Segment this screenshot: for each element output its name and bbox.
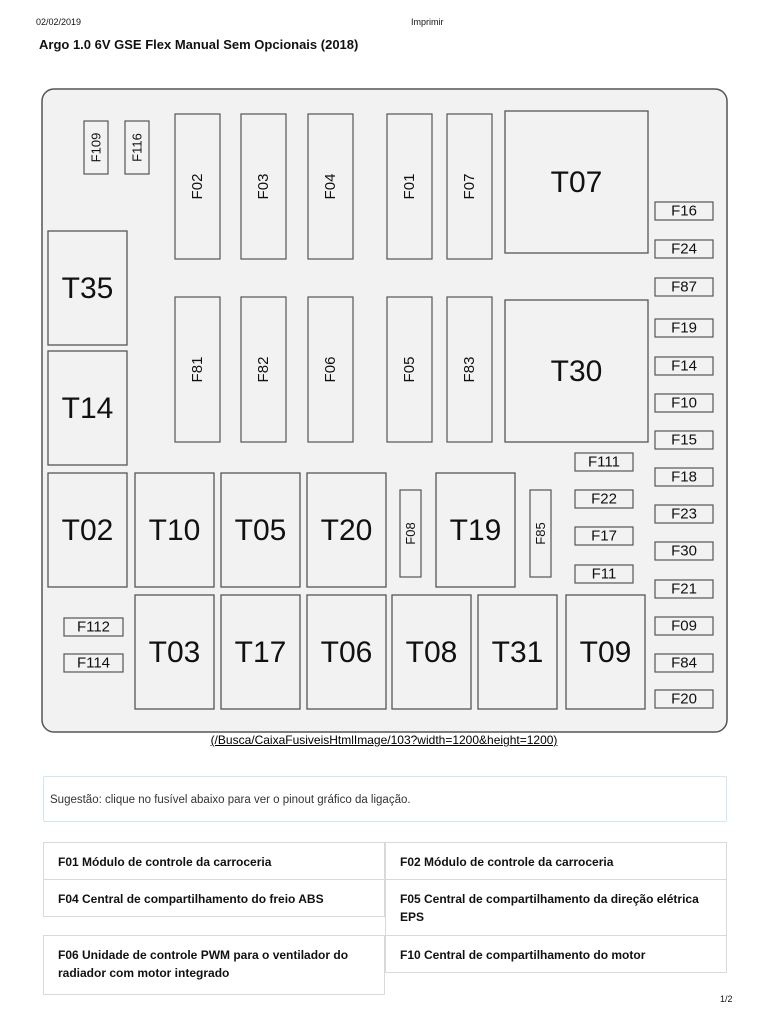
relay-t14[interactable] bbox=[48, 351, 127, 465]
relay-t06[interactable] bbox=[307, 595, 386, 709]
fuse-f01[interactable] bbox=[387, 114, 432, 259]
relay-t09[interactable] bbox=[566, 595, 645, 709]
image-link[interactable]: (/Busca/CaixaFusiveisHtmlImage/103?width=1200&height=1200) bbox=[210, 733, 558, 747]
fuse-f11[interactable] bbox=[575, 565, 633, 583]
fuse-f20[interactable] bbox=[655, 690, 713, 708]
fuse-label: F06 bbox=[322, 356, 339, 383]
fuse-f10[interactable] bbox=[655, 394, 713, 412]
suggestion-box bbox=[43, 776, 727, 822]
fuse-f84[interactable] bbox=[655, 654, 713, 672]
fuse-f24[interactable] bbox=[655, 240, 713, 258]
fuse-label: F114 bbox=[76, 654, 111, 672]
fuse-label: F85 bbox=[533, 522, 548, 545]
fuse-f85[interactable] bbox=[530, 490, 551, 577]
fuse-f15[interactable] bbox=[655, 431, 713, 449]
fuse-label: F17 bbox=[591, 527, 617, 545]
relay-t10[interactable] bbox=[135, 473, 214, 587]
fuse-label: F19 bbox=[671, 319, 697, 337]
relay-label: T08 bbox=[405, 636, 458, 669]
fuse-f02[interactable] bbox=[175, 114, 220, 259]
fuse-label: F18 bbox=[671, 468, 697, 486]
relay-label: T07 bbox=[550, 166, 603, 199]
fuse-f83[interactable] bbox=[447, 297, 492, 442]
relay-label: T31 bbox=[491, 636, 544, 669]
relay-label: T35 bbox=[61, 272, 114, 305]
fuse-label: F03 bbox=[255, 173, 272, 200]
relay-t07[interactable] bbox=[505, 111, 648, 253]
fuse-label: F82 bbox=[255, 356, 272, 383]
relay-label: T05 bbox=[234, 514, 287, 547]
relay-label: T10 bbox=[148, 514, 201, 547]
relay-t08[interactable] bbox=[392, 595, 471, 709]
fuse-label: F09 bbox=[671, 617, 697, 635]
relay-label: T02 bbox=[61, 514, 114, 547]
fuse-label: F22 bbox=[591, 490, 617, 508]
relay-t05[interactable] bbox=[221, 473, 300, 587]
fuse-label: F30 bbox=[671, 542, 697, 560]
fuse-f05[interactable] bbox=[387, 297, 432, 442]
print-date: 02/02/2019 bbox=[36, 17, 82, 27]
fuse-label: F83 bbox=[461, 356, 478, 383]
fuse-f03[interactable] bbox=[241, 114, 286, 259]
relay-t19[interactable] bbox=[436, 473, 515, 587]
relay-label: T30 bbox=[550, 355, 603, 388]
relay-t20[interactable] bbox=[307, 473, 386, 587]
fuse-f112[interactable] bbox=[64, 618, 123, 636]
fuse-f16[interactable] bbox=[655, 202, 713, 220]
fuse-label: F14 bbox=[671, 357, 697, 375]
suggestion-text: Sugestão: clique no fusível abaixo para ver o pinout gráfico da ligação. bbox=[50, 794, 411, 806]
fuse-label: F15 bbox=[671, 431, 697, 449]
relay-t03[interactable] bbox=[135, 595, 214, 709]
relay-t02[interactable] bbox=[48, 473, 127, 587]
fuse-label: F11 bbox=[591, 565, 617, 583]
fuse-label: F02 bbox=[189, 173, 206, 200]
fuse-label: F04 bbox=[322, 173, 339, 200]
fuse-f19[interactable] bbox=[655, 319, 713, 337]
fuse-f111[interactable] bbox=[575, 453, 633, 471]
fuse-item-f10[interactable]: F10 Central de compartilhamento do motor bbox=[385, 935, 727, 973]
fuse-f22[interactable] bbox=[575, 490, 633, 508]
fuse-item-f05[interactable]: F05 Central de compartilhamento da direção elétrica EPS bbox=[385, 879, 727, 936]
fuse-f82[interactable] bbox=[241, 297, 286, 442]
fuse-label: F10 bbox=[671, 394, 697, 412]
fuse-f30[interactable] bbox=[655, 542, 713, 560]
relay-label: T19 bbox=[449, 514, 502, 547]
fuse-label: F24 bbox=[671, 240, 697, 258]
fuse-f04[interactable] bbox=[308, 114, 353, 259]
fuse-label: F05 bbox=[401, 356, 418, 383]
fuse-f87[interactable] bbox=[655, 278, 713, 296]
relay-label: T03 bbox=[148, 636, 201, 669]
fuse-label: F21 bbox=[671, 580, 697, 598]
fuse-f17[interactable] bbox=[575, 527, 633, 545]
fuse-f21[interactable] bbox=[655, 580, 713, 598]
relay-label: T17 bbox=[234, 636, 287, 669]
fuse-label: F81 bbox=[189, 356, 206, 383]
fuse-f09[interactable] bbox=[655, 617, 713, 635]
fuse-label: F111 bbox=[588, 453, 620, 471]
relay-t31[interactable] bbox=[478, 595, 557, 709]
fuse-f81[interactable] bbox=[175, 297, 220, 442]
fuse-item-f06[interactable]: F06 Unidade de controle PWM para o ventilador do radiador com motor integrado bbox=[43, 935, 385, 995]
fuse-label: F84 bbox=[671, 654, 697, 672]
fuse-label: F87 bbox=[671, 278, 697, 296]
fuse-item-f01[interactable]: F01 Módulo de controle da carroceria bbox=[43, 842, 385, 880]
fuse-label: F01 bbox=[401, 173, 418, 200]
fuse-label: F116 bbox=[129, 133, 145, 162]
page-number: 1/2 bbox=[720, 994, 733, 1004]
fuse-f116[interactable] bbox=[125, 121, 149, 174]
fuse-f06[interactable] bbox=[308, 297, 353, 442]
fuse-label: F23 bbox=[671, 505, 697, 523]
fuse-item-f04[interactable]: F04 Central de compartilhamento do freio ABS bbox=[43, 879, 385, 917]
fuse-item-f02[interactable]: F02 Módulo de controle da carroceria bbox=[385, 842, 727, 880]
fuse-f114[interactable] bbox=[64, 654, 123, 672]
fuse-label: F07 bbox=[461, 173, 478, 200]
relay-label: T09 bbox=[579, 636, 632, 669]
fuse-f08[interactable] bbox=[400, 490, 421, 577]
relay-label: T14 bbox=[61, 392, 114, 425]
fuse-label: F112 bbox=[76, 618, 111, 636]
relay-t30[interactable] bbox=[505, 300, 648, 442]
relay-label: T06 bbox=[320, 636, 373, 669]
fuse-f14[interactable] bbox=[655, 357, 713, 375]
fuse-label: F16 bbox=[671, 202, 697, 220]
fuse-label: F20 bbox=[671, 690, 697, 708]
fuse-f23[interactable] bbox=[655, 505, 713, 523]
relay-t17[interactable] bbox=[221, 595, 300, 709]
fuse-f18[interactable] bbox=[655, 468, 713, 486]
fuse-label: F109 bbox=[88, 132, 104, 163]
print-label: Imprimir bbox=[411, 17, 444, 27]
fuse-label: F08 bbox=[403, 522, 418, 545]
relay-label: T20 bbox=[320, 514, 373, 547]
fuse-f07[interactable] bbox=[447, 114, 492, 259]
relay-t35[interactable] bbox=[48, 231, 127, 345]
fuse-f109[interactable] bbox=[84, 121, 108, 174]
page-title: Argo 1.0 6V GSE Flex Manual Sem Opcionais (2018) bbox=[39, 37, 359, 52]
